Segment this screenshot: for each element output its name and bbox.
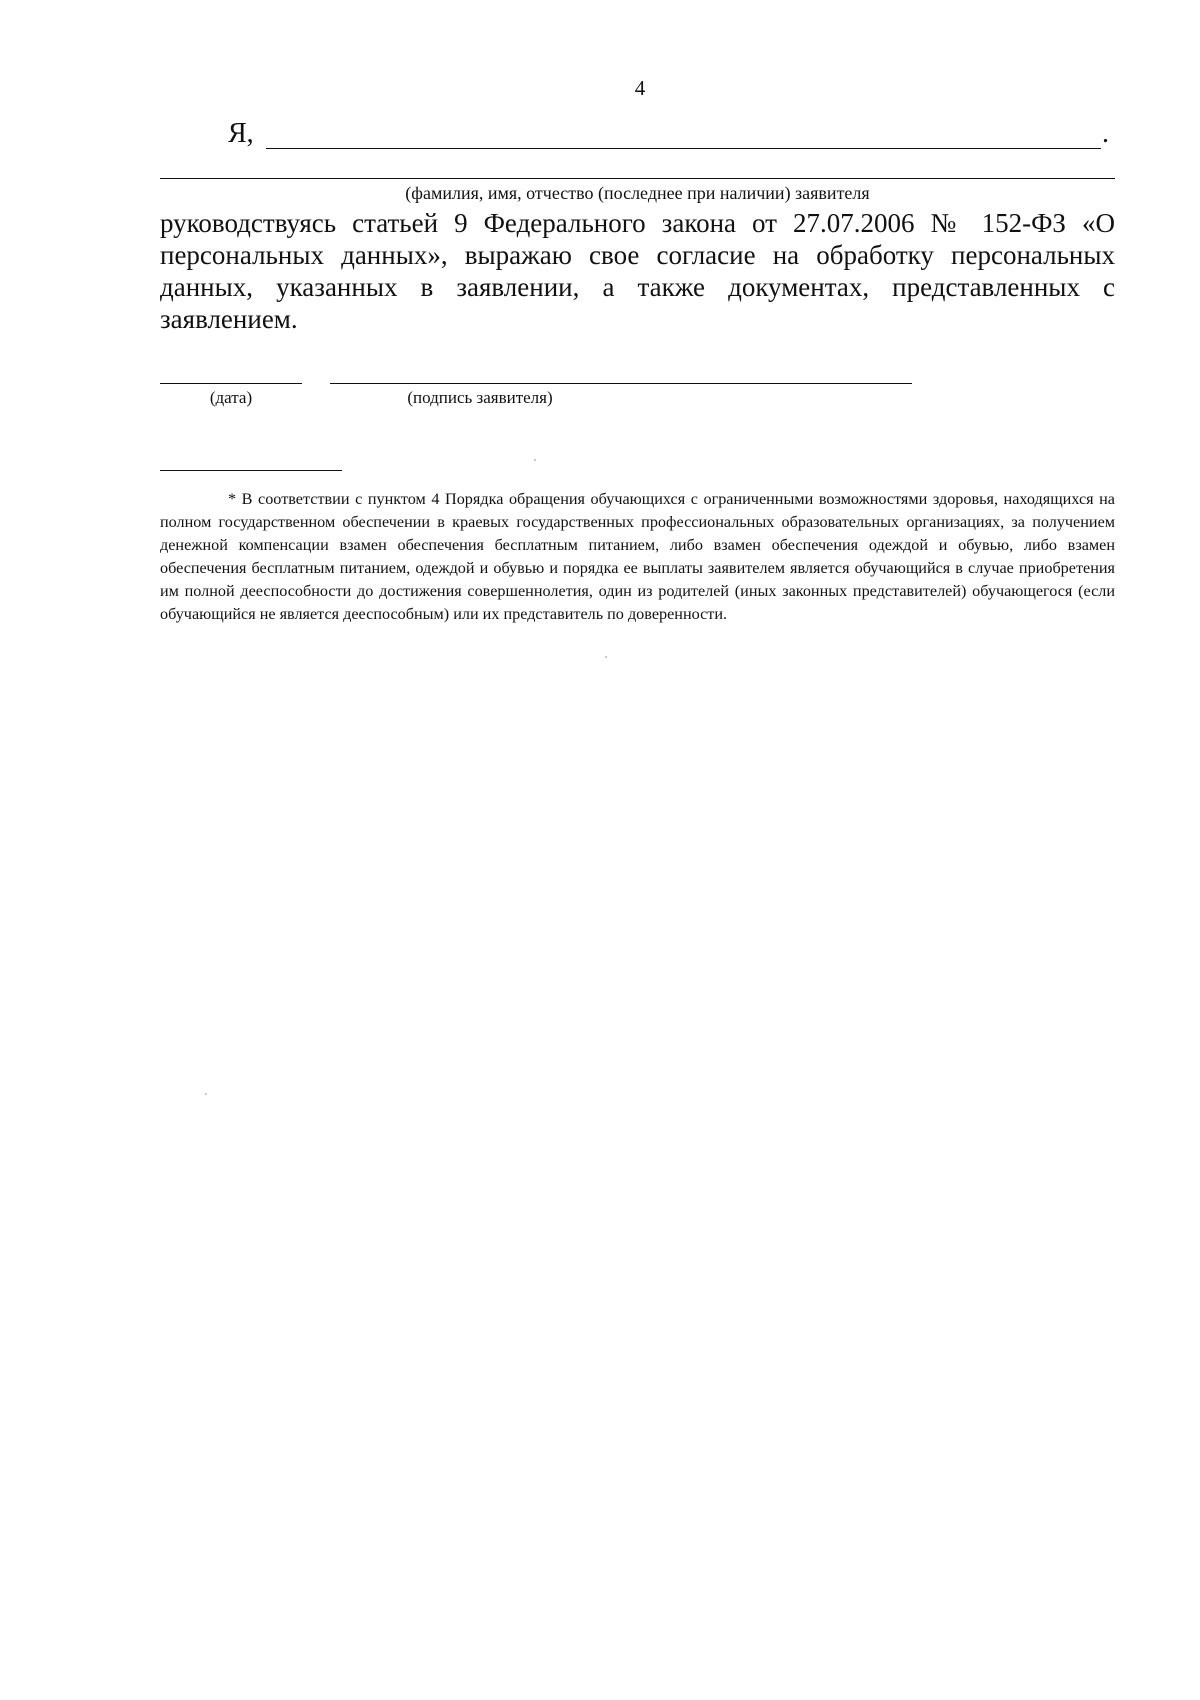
- consent-paragraph: руководствуясь статьей 9 Федерального закона от 27.07.2006 № 152-ФЗ «О персональных данных», выражаю свое согласие на обработку персональных данных, указанных в заявлении, а также документах, представленных с заявлением.: [160, 208, 1115, 334]
- date-caption: (дата): [209, 388, 253, 407]
- footnote-separator: [160, 470, 342, 471]
- date-line[interactable]: [160, 383, 302, 384]
- page-number: 4: [634, 76, 646, 100]
- applicant-prefix: Я,: [228, 118, 254, 149]
- applicant-name-caption: (фамилия, имя, отчество (последнее при наличии) заявителя: [405, 183, 870, 203]
- applicant-name-line[interactable]: [266, 148, 1101, 149]
- applicant-name-line-second[interactable]: [160, 178, 1115, 179]
- footnote-text: * В соответствии с пунктом 4 Порядка обращения обучающихся с ограниченными возможностями здоровья, находящихся на полном государственном обеспечении в краевых государственных профессиональных образовательных организациях, за получением денежной компенсации взамен обеспечения бесплатным питанием, либо взамен обеспечения одеждой и обувью, либо взамен обеспечения бесплатным питанием, одеждой и обувью и порядка ее выплаты заявителем является обучающийся в случае приобретения им полной дееспособности до достижения совершеннолетия, один из родителей (иных законных представителей) обучающегося (если обучающийся не является дееспособным) или их представитель по доверенности.: [160, 490, 1115, 623]
- scan-speck: [534, 459, 536, 461]
- applicant-end-mark: .: [1102, 118, 1109, 149]
- signature-caption: (подпись заявителя): [407, 388, 553, 407]
- applicant-name-row: [228, 118, 1118, 154]
- scan-speck: [605, 656, 607, 658]
- scan-speck: [205, 1093, 207, 1095]
- signature-line[interactable]: [330, 383, 912, 384]
